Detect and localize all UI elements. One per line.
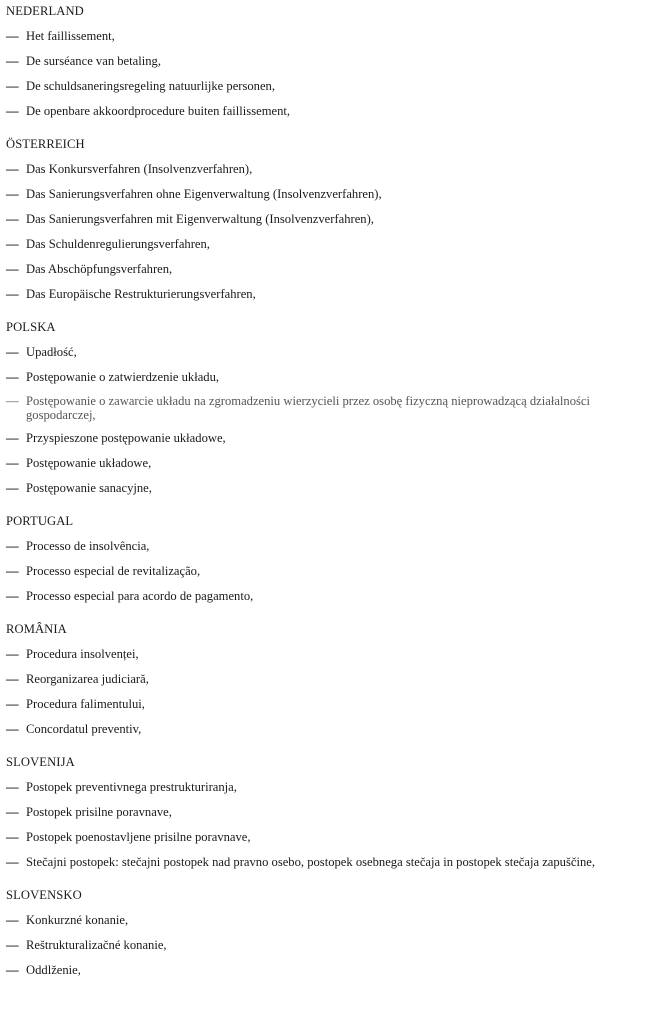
list-item xyxy=(6,53,661,69)
procedure-name: Das Konkursverfahren (Insolvenzverfahren), xyxy=(26,162,253,176)
list-item xyxy=(6,962,661,978)
procedure-name: Przyspieszone postępowanie układowe, xyxy=(26,431,226,445)
procedure-name: Das Abschöpfungsverfahren, xyxy=(26,262,173,276)
procedure-name: Postępowanie układowe, xyxy=(26,456,152,470)
list-item xyxy=(6,646,661,662)
procedure-name: Postopek prisilne poravnave, xyxy=(26,805,172,819)
procedure-list xyxy=(6,912,661,978)
procedure-name: Upadłość, xyxy=(26,345,77,359)
procedure-name: Das Schuldenregulierungsverfahren, xyxy=(26,237,210,251)
em-dash-bullet: — xyxy=(6,345,19,359)
em-dash-bullet: — xyxy=(6,162,19,176)
country-section xyxy=(6,319,661,496)
procedure-name: Das Sanierungsverfahren mit Eigenverwaltung (Insolvenzverfahren), xyxy=(26,212,374,226)
procedure-name: Processo especial de revitalização, xyxy=(26,564,201,578)
em-dash-bullet: — xyxy=(6,456,19,470)
em-dash-bullet: — xyxy=(6,212,19,226)
em-dash-bullet: — xyxy=(6,697,19,711)
list-item xyxy=(6,937,661,953)
list-item xyxy=(6,78,661,94)
em-dash-bullet: — xyxy=(6,394,19,408)
list-item xyxy=(6,261,661,277)
procedure-name: Konkurzné konanie, xyxy=(26,913,129,927)
list-item xyxy=(6,912,661,928)
country-heading: SLOVENSKO xyxy=(6,888,82,902)
list-item xyxy=(6,721,661,737)
list-item xyxy=(6,236,661,252)
procedure-list xyxy=(6,344,661,496)
list-item xyxy=(6,28,661,44)
procedure-name: Postępowanie o zatwierdzenie układu, xyxy=(26,370,220,384)
procedure-name: Oddlženie, xyxy=(26,963,81,977)
procedure-name: De surséance van betaling, xyxy=(26,54,161,68)
country-heading: POLSKA xyxy=(6,320,56,334)
list-item xyxy=(6,563,661,579)
procedure-name: Das Europäische Restrukturierungsverfahren, xyxy=(26,287,256,301)
em-dash-bullet: — xyxy=(6,481,19,495)
em-dash-bullet: — xyxy=(6,54,19,68)
country-heading: ÖSTERREICH xyxy=(6,137,85,151)
list-item xyxy=(6,538,661,554)
em-dash-bullet: — xyxy=(6,539,19,553)
procedure-name: Stečajni postopek: stečajni postopek nad pravno osebo, postopek osebnega stečaja in postopek stečaja zapuščine, xyxy=(26,855,596,869)
document-page xyxy=(6,3,661,995)
list-item xyxy=(6,829,661,845)
procedure-list xyxy=(6,161,661,302)
list-item xyxy=(6,671,661,687)
list-item xyxy=(6,854,661,870)
procedure-name: Reštrukturalizačné konanie, xyxy=(26,938,167,952)
em-dash-bullet: — xyxy=(6,589,19,603)
em-dash-bullet: — xyxy=(6,237,19,251)
procedure-name: Concordatul preventiv, xyxy=(26,722,142,736)
em-dash-bullet: — xyxy=(6,79,19,93)
list-item xyxy=(6,186,661,202)
em-dash-bullet: — xyxy=(6,913,19,927)
em-dash-bullet: — xyxy=(6,722,19,736)
list-item xyxy=(6,455,661,471)
em-dash-bullet: — xyxy=(6,287,19,301)
country-section xyxy=(6,621,661,737)
procedure-name: Procedura falimentului, xyxy=(26,697,145,711)
country-section xyxy=(6,136,661,302)
country-section xyxy=(6,887,661,978)
procedure-list xyxy=(6,538,661,604)
em-dash-bullet: — xyxy=(6,805,19,819)
em-dash-bullet: — xyxy=(6,672,19,686)
country-section xyxy=(6,3,661,119)
em-dash-bullet: — xyxy=(6,370,19,384)
procedure-name: Postopek poenostavljene prisilne poravnave, xyxy=(26,830,251,844)
em-dash-bullet: — xyxy=(6,830,19,844)
list-item xyxy=(6,588,661,604)
country-heading: NEDERLAND xyxy=(6,4,84,18)
em-dash-bullet: — xyxy=(6,187,19,201)
list-item xyxy=(6,161,661,177)
procedure-name: Postępowanie o zawarcie układu na zgromadzeniu wierzycieli przez osobę fizyczną nieprowadzącą działalności gospodarczej, xyxy=(26,394,591,422)
em-dash-bullet: — xyxy=(6,262,19,276)
procedure-name: De openbare akkoordprocedure buiten faillissement, xyxy=(26,104,291,118)
em-dash-bullet: — xyxy=(6,431,19,445)
em-dash-bullet: — xyxy=(6,938,19,952)
em-dash-bullet: — xyxy=(6,29,19,43)
em-dash-bullet: — xyxy=(6,855,19,869)
list-item xyxy=(6,804,661,820)
procedure-name: Postopek preventivnega prestrukturiranja, xyxy=(26,780,237,794)
procedure-list xyxy=(6,779,661,870)
country-heading: PORTUGAL xyxy=(6,514,74,528)
procedure-name: Procedura insolvenței, xyxy=(26,647,139,661)
em-dash-bullet: — xyxy=(6,963,19,977)
list-item xyxy=(6,696,661,712)
list-item xyxy=(6,286,661,302)
list-item xyxy=(6,394,661,422)
em-dash-bullet: — xyxy=(6,647,19,661)
em-dash-bullet: — xyxy=(6,564,19,578)
procedure-name: Reorganizarea judiciară, xyxy=(26,672,149,686)
list-item xyxy=(6,430,661,446)
list-item xyxy=(6,480,661,496)
list-item xyxy=(6,211,661,227)
country-heading: ROMÂNIA xyxy=(6,622,67,636)
em-dash-bullet: — xyxy=(6,104,19,118)
procedure-name: Processo especial para acordo de pagamento, xyxy=(26,589,254,603)
list-item xyxy=(6,779,661,795)
procedure-name: De schuldsaneringsregeling natuurlijke personen, xyxy=(26,79,276,93)
country-heading: SLOVENIJA xyxy=(6,755,75,769)
procedure-name: Het faillissement, xyxy=(26,29,115,43)
procedure-name: Postępowanie sanacyjne, xyxy=(26,481,152,495)
procedure-name: Das Sanierungsverfahren ohne Eigenverwaltung (Insolvenzverfahren), xyxy=(26,187,382,201)
list-item xyxy=(6,103,661,119)
procedure-name: Processo de insolvência, xyxy=(26,539,150,553)
list-item xyxy=(6,344,661,360)
procedure-list xyxy=(6,646,661,737)
country-section xyxy=(6,754,661,870)
list-item xyxy=(6,369,661,385)
country-section xyxy=(6,513,661,604)
procedure-list xyxy=(6,28,661,119)
em-dash-bullet: — xyxy=(6,780,19,794)
